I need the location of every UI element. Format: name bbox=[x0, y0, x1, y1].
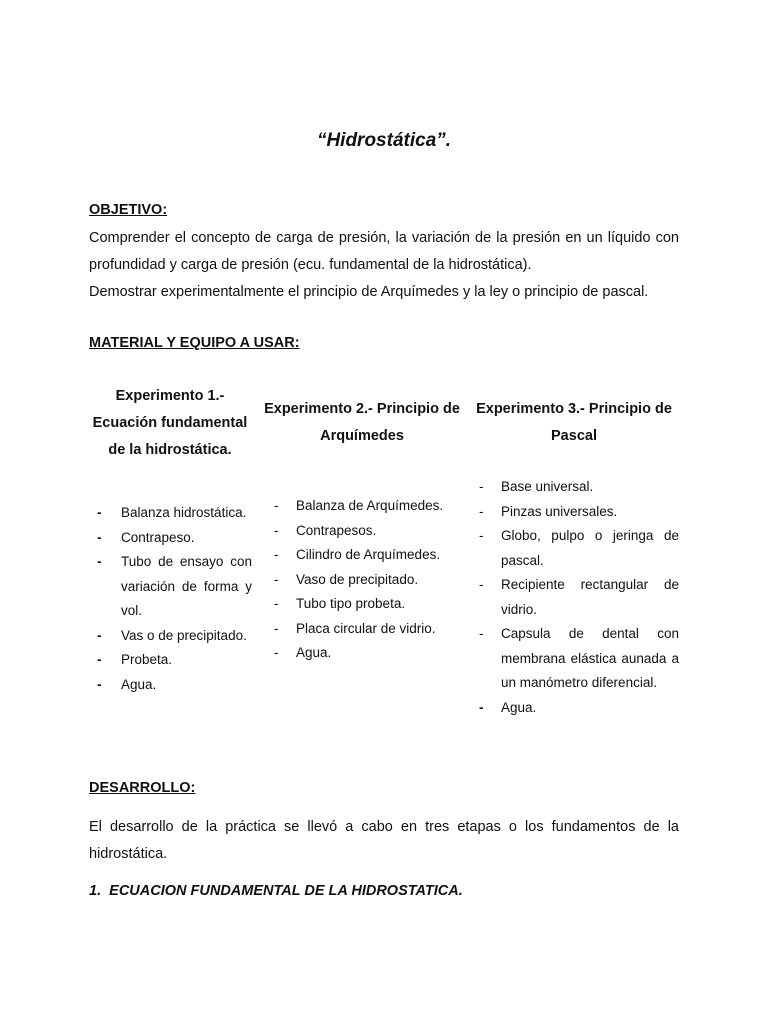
list-item: - Globo, pulpo o jeringa de pascal. bbox=[471, 524, 679, 573]
bullet-dash: - bbox=[274, 498, 279, 513]
list-item: - Vaso de precipitado. bbox=[270, 568, 460, 593]
bullet-dash: - bbox=[97, 627, 102, 643]
list-item: - Balanza hidrostática. bbox=[89, 501, 252, 526]
bullet-dash: - bbox=[97, 676, 102, 692]
list-item: - Probeta. bbox=[89, 648, 252, 673]
experiment-1-header: Experimento 1.- Ecuación fundamental de la hidrostática. bbox=[92, 388, 248, 458]
list-item: - Tubo de ensayo con variación de forma y vol. bbox=[89, 550, 252, 624]
bullet-dash: - bbox=[479, 479, 484, 494]
list-item: - Agua. bbox=[270, 641, 460, 666]
objetivo-paragraph-1: Comprender el concepto de carga de presión, la variación de la presión en un líquido con profundidad y carga de presión (ecu. fundamental de la hidrostática). bbox=[89, 230, 679, 273]
list-item: - Placa circular de vidrio. bbox=[270, 617, 460, 642]
objetivo-paragraph-2: Demostrar experimentalmente el principio de Arquímedes y la ley o principio de pascal. bbox=[89, 284, 649, 300]
list-item: - Pinzas universales. bbox=[471, 500, 679, 525]
experiment-1-materials bbox=[89, 501, 252, 697]
list-item: - Agua. bbox=[471, 696, 679, 721]
objetivo-heading: OBJETIVO: bbox=[89, 202, 168, 218]
experiment-2-header: Experimento 2.- Principio de Arquímedes bbox=[264, 401, 460, 444]
list-item: - Balanza de Arquímedes. bbox=[270, 494, 460, 519]
experiment-3-materials bbox=[471, 475, 679, 720]
desarrollo-text bbox=[89, 814, 679, 868]
bullet-dash: - bbox=[479, 626, 484, 641]
bullet-dash: - bbox=[274, 620, 279, 636]
bullet-dash: - bbox=[97, 505, 102, 520]
section-title: ECUACION FUNDAMENTAL DE LA HIDROSTATICA. bbox=[109, 883, 463, 899]
bullet-dash: - bbox=[97, 554, 102, 569]
list-item: - Capsula de dental con membrana elástica aunada a un manómetro diferencial. bbox=[471, 622, 679, 696]
section-1-heading bbox=[89, 883, 463, 899]
bullet-dash: - bbox=[97, 529, 102, 545]
desarrollo-paragraph: El desarrollo de la práctica se llevó a cabo en tres etapas o los fundamentos de la hidrostática. bbox=[89, 819, 679, 862]
desarrollo-heading: DESARROLLO: bbox=[89, 780, 196, 796]
bullet-dash: - bbox=[274, 596, 279, 611]
document-title: “Hidrostática”. bbox=[316, 130, 452, 151]
bullet-dash: - bbox=[479, 699, 484, 715]
experiment-3-header: Experimento 3.- Principio de Pascal bbox=[476, 401, 672, 444]
list-item: - Vas o de precipitado. bbox=[89, 624, 252, 649]
list-item: - Recipiente rectangular de vidrio. bbox=[471, 573, 679, 622]
bullet-dash: - bbox=[479, 528, 484, 543]
bullet-dash: - bbox=[274, 645, 279, 660]
list-item: - Contrapesos. bbox=[270, 519, 460, 544]
objetivo-text bbox=[89, 225, 679, 306]
list-item: - Cilindro de Arquímedes. bbox=[270, 543, 460, 568]
list-item: - Contrapeso. bbox=[89, 526, 252, 551]
experiment-2-materials bbox=[270, 494, 460, 666]
list-item: - Base universal. bbox=[471, 475, 679, 500]
bullet-dash: - bbox=[274, 522, 279, 538]
bullet-dash: - bbox=[479, 577, 484, 592]
bullet-dash: - bbox=[479, 503, 484, 519]
bullet-dash: - bbox=[97, 652, 102, 667]
material-heading: MATERIAL Y EQUIPO A USAR: bbox=[89, 335, 300, 351]
bullet-dash: - bbox=[274, 571, 279, 587]
list-item: - Tubo tipo probeta. bbox=[270, 592, 460, 617]
section-number: 1. bbox=[89, 883, 102, 899]
bullet-dash: - bbox=[274, 547, 279, 562]
list-item: - Agua. bbox=[89, 673, 252, 698]
